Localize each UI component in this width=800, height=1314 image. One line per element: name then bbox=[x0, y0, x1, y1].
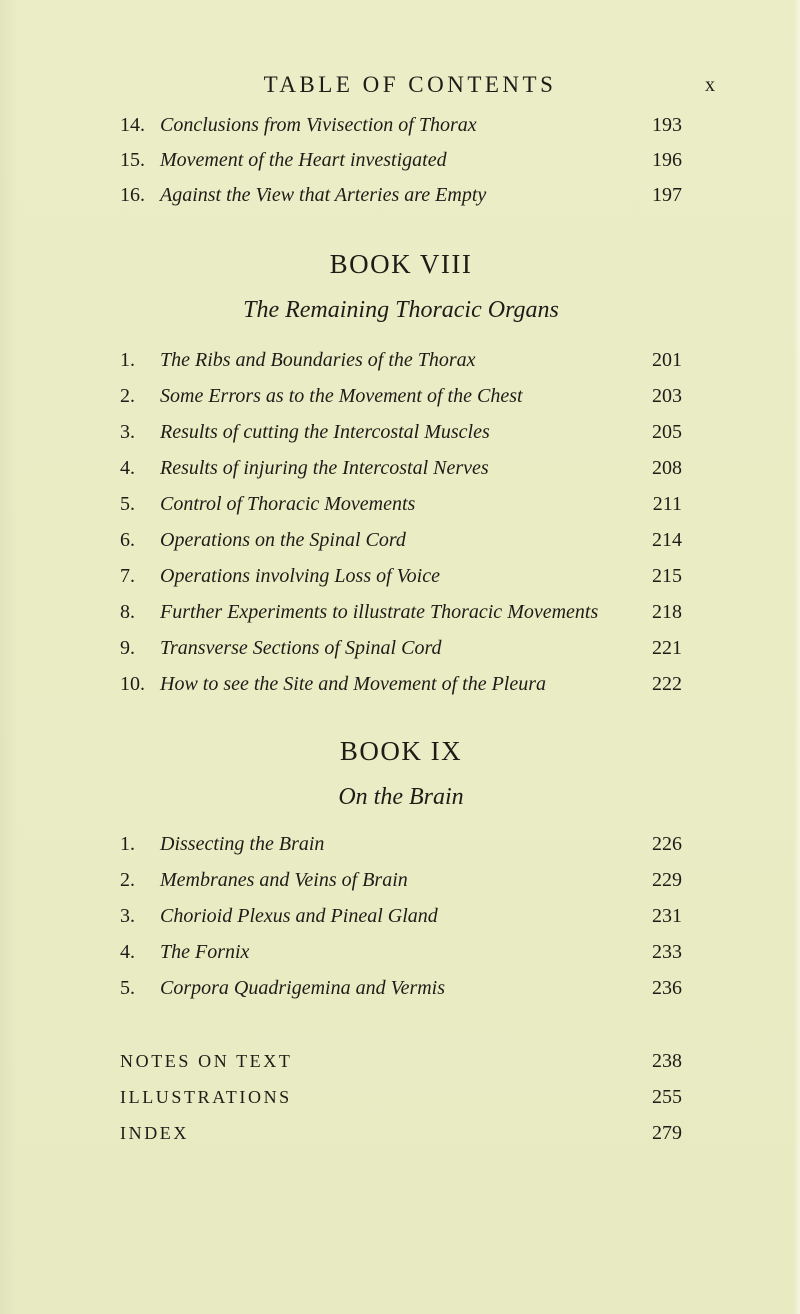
entry-title: Results of injuring the Intercostal Nerves bbox=[160, 457, 489, 479]
toc-entry bbox=[120, 669, 682, 699]
toc-entry bbox=[120, 345, 682, 375]
book-heading: BOOK VIII bbox=[329, 249, 473, 279]
entry-number: 1. bbox=[120, 349, 135, 371]
entry-number: 4. bbox=[120, 941, 135, 963]
entry-page: 193 bbox=[652, 114, 682, 136]
page-edge bbox=[794, 0, 800, 1314]
entry-title: Dissecting the Brain bbox=[160, 833, 325, 855]
entry-page: 221 bbox=[652, 637, 682, 659]
back-matter-label: NOTES ON TEXT bbox=[120, 1051, 293, 1071]
entry-number: 5. bbox=[120, 977, 135, 999]
book-subtitle: On the Brain bbox=[338, 784, 464, 810]
entry-page: 231 bbox=[652, 905, 682, 927]
entry-title: Chorioid Plexus and Pineal Gland bbox=[160, 905, 438, 927]
entry-title: Further Experiments to illustrate Thoracic Movements bbox=[160, 601, 599, 623]
entry-title: Some Errors as to the Movement of the Chest bbox=[160, 385, 523, 407]
entry-title: Operations on the Spinal Cord bbox=[160, 529, 406, 551]
entry-number: 7. bbox=[120, 565, 135, 587]
entry-title: Conclusions from Vivisection of Thorax bbox=[160, 114, 477, 136]
toc-entry bbox=[120, 417, 682, 447]
back-matter-entry bbox=[120, 1118, 682, 1148]
entry-page: 211 bbox=[652, 493, 682, 515]
toc-entry bbox=[120, 865, 682, 895]
running-header bbox=[120, 70, 720, 100]
entry-page: 205 bbox=[652, 421, 682, 443]
entry-title: Transverse Sections of Spinal Cord bbox=[160, 637, 442, 659]
back-matter-entry bbox=[120, 1082, 682, 1112]
entry-title: Control of Thoracic Movements bbox=[160, 493, 416, 515]
entry-title: Against the View that Arteries are Empty bbox=[160, 184, 487, 206]
entry-page: 229 bbox=[652, 869, 682, 891]
toc-entry bbox=[120, 453, 682, 483]
entry-number: 3. bbox=[120, 421, 135, 443]
entry-page: 236 bbox=[652, 977, 682, 999]
toc-entry bbox=[120, 561, 682, 591]
back-matter-entry bbox=[120, 1046, 682, 1076]
entry-number: 2. bbox=[120, 385, 135, 407]
entry-page: 226 bbox=[652, 833, 682, 855]
entry-page: 197 bbox=[652, 184, 682, 206]
entry-title: Membranes and Veins of Brain bbox=[160, 869, 408, 891]
entry-number: 8. bbox=[120, 601, 135, 623]
entry-number: 10. bbox=[120, 673, 145, 695]
toc-entry bbox=[120, 597, 682, 627]
entry-page: 201 bbox=[652, 349, 682, 371]
back-matter-label: INDEX bbox=[120, 1123, 189, 1143]
entry-page: 214 bbox=[652, 529, 682, 551]
toc-entry bbox=[120, 901, 682, 931]
toc-entry bbox=[120, 937, 682, 967]
entry-number: 5. bbox=[120, 493, 135, 515]
entry-number: 2. bbox=[120, 869, 135, 891]
toc-entry bbox=[120, 110, 682, 140]
toc-entry bbox=[120, 180, 682, 210]
entry-number: 16. bbox=[120, 184, 145, 206]
back-matter-page: 238 bbox=[652, 1050, 682, 1072]
toc-entry bbox=[120, 829, 682, 859]
back-matter-page: 279 bbox=[652, 1122, 682, 1144]
entry-title: How to see the Site and Movement of the Pleura bbox=[160, 673, 547, 695]
book-subtitle: The Remaining Thoracic Organs bbox=[243, 297, 559, 323]
entry-page: 218 bbox=[652, 601, 682, 623]
entry-number: 6. bbox=[120, 529, 135, 551]
header-page-number: x bbox=[705, 74, 715, 96]
toc-entry bbox=[120, 633, 682, 663]
entry-page: 222 bbox=[652, 673, 682, 695]
entry-page: 233 bbox=[652, 941, 682, 963]
entry-title: The Ribs and Boundaries of the Thorax bbox=[160, 349, 476, 371]
entry-number: 15. bbox=[120, 149, 145, 171]
entry-title: Corpora Quadrigemina and Vermis bbox=[160, 977, 446, 999]
back-matter-page: 255 bbox=[652, 1086, 682, 1108]
entry-title: Results of cutting the Intercostal Muscles bbox=[160, 421, 490, 443]
entry-number: 4. bbox=[120, 457, 135, 479]
entry-page: 208 bbox=[652, 457, 682, 479]
entry-title: Operations involving Loss of Voice bbox=[160, 565, 440, 587]
entry-page: 203 bbox=[652, 385, 682, 407]
entry-number: 3. bbox=[120, 905, 135, 927]
entry-number: 1. bbox=[120, 833, 135, 855]
entry-title: The Fornix bbox=[160, 941, 250, 963]
toc-entry bbox=[120, 489, 682, 519]
entry-page: 196 bbox=[652, 149, 682, 171]
toc-entry bbox=[120, 145, 682, 175]
entry-page: 215 bbox=[652, 565, 682, 587]
book-heading: BOOK IX bbox=[339, 736, 463, 766]
toc-entry bbox=[120, 525, 682, 555]
header-title: TABLE OF CONTENTS bbox=[263, 72, 557, 97]
entry-number: 14. bbox=[120, 114, 145, 136]
toc-entry bbox=[120, 381, 682, 411]
entry-title: Movement of the Heart investigated bbox=[160, 149, 447, 171]
toc-entry bbox=[120, 973, 682, 1003]
back-matter-label: ILLUSTRATIONS bbox=[120, 1087, 292, 1107]
entry-number: 9. bbox=[120, 637, 135, 659]
